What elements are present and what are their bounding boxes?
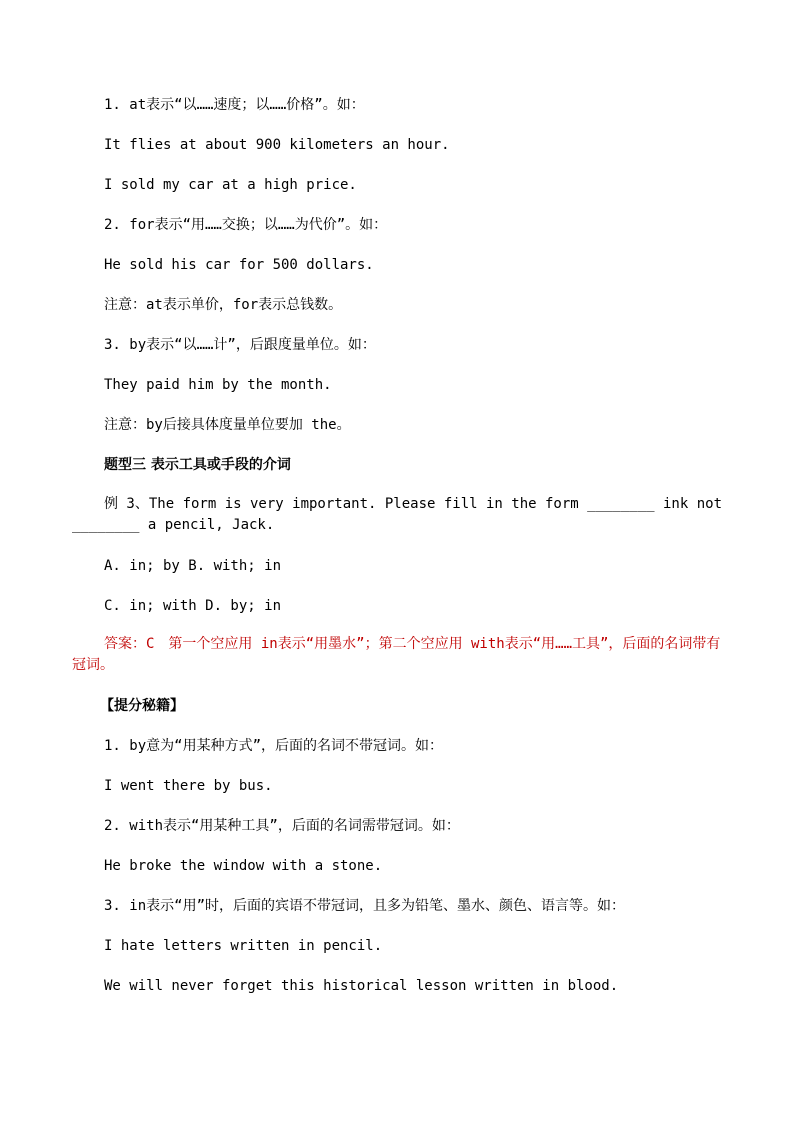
rule-at: 1. at表示“以……速度；以……价格”。如：: [104, 97, 365, 113]
answer-options: C. in; with D. by; in: [104, 598, 282, 614]
tip-rule: 1. by意为“用某种方式”，后面的名词不带冠词。如：: [104, 738, 443, 754]
example-sentence: It flies at about 900 kilometers an hour.: [104, 137, 450, 153]
tip-rule: 3. in表示“用”时，后面的宾语不带冠词，且多为铅笔、墨水、颜色、语言等。如：: [104, 898, 625, 914]
section-title: 题型三 表示工具或手段的介词: [104, 457, 291, 473]
note: 注意：by后接具体度量单位要加 the。: [104, 417, 351, 433]
example-sentence: I went there by bus.: [104, 778, 273, 794]
note: 注意：at表示单价，for表示总钱数。: [104, 297, 343, 313]
example-sentence: I hate letters written in pencil.: [104, 938, 383, 954]
rule-by: 3. by表示“以……计”，后跟度量单位。如：: [104, 337, 376, 353]
tips-title: 【提分秘籍】: [100, 698, 184, 714]
example-sentence: I sold my car at a high price.: [104, 177, 357, 193]
example-sentence: They paid him by the month.: [104, 377, 332, 393]
answer-options: A. in; by B. with; in: [104, 558, 282, 574]
example-sentence: We will never forget this historical lesson written in blood.: [104, 978, 619, 994]
tip-rule: 2. with表示“用某种工具”，后面的名词需带冠词。如：: [104, 818, 460, 834]
rule-for: 2. for表示“用……交换；以……为代价”。如：: [104, 217, 388, 233]
example-sentence: He broke the window with a stone.: [104, 858, 383, 874]
example-question: 例 3、The form is very important. Please fill in the form ________ ink not ________ a pencil, Jack.: [72, 496, 723, 533]
example-sentence: He sold his car for 500 dollars.: [104, 257, 374, 273]
answer-explanation: 答案：C 第一个空应用 in表示“用墨水”；第二个空应用 with表示“用……工具”，后面的名词带有冠词。: [72, 636, 721, 673]
